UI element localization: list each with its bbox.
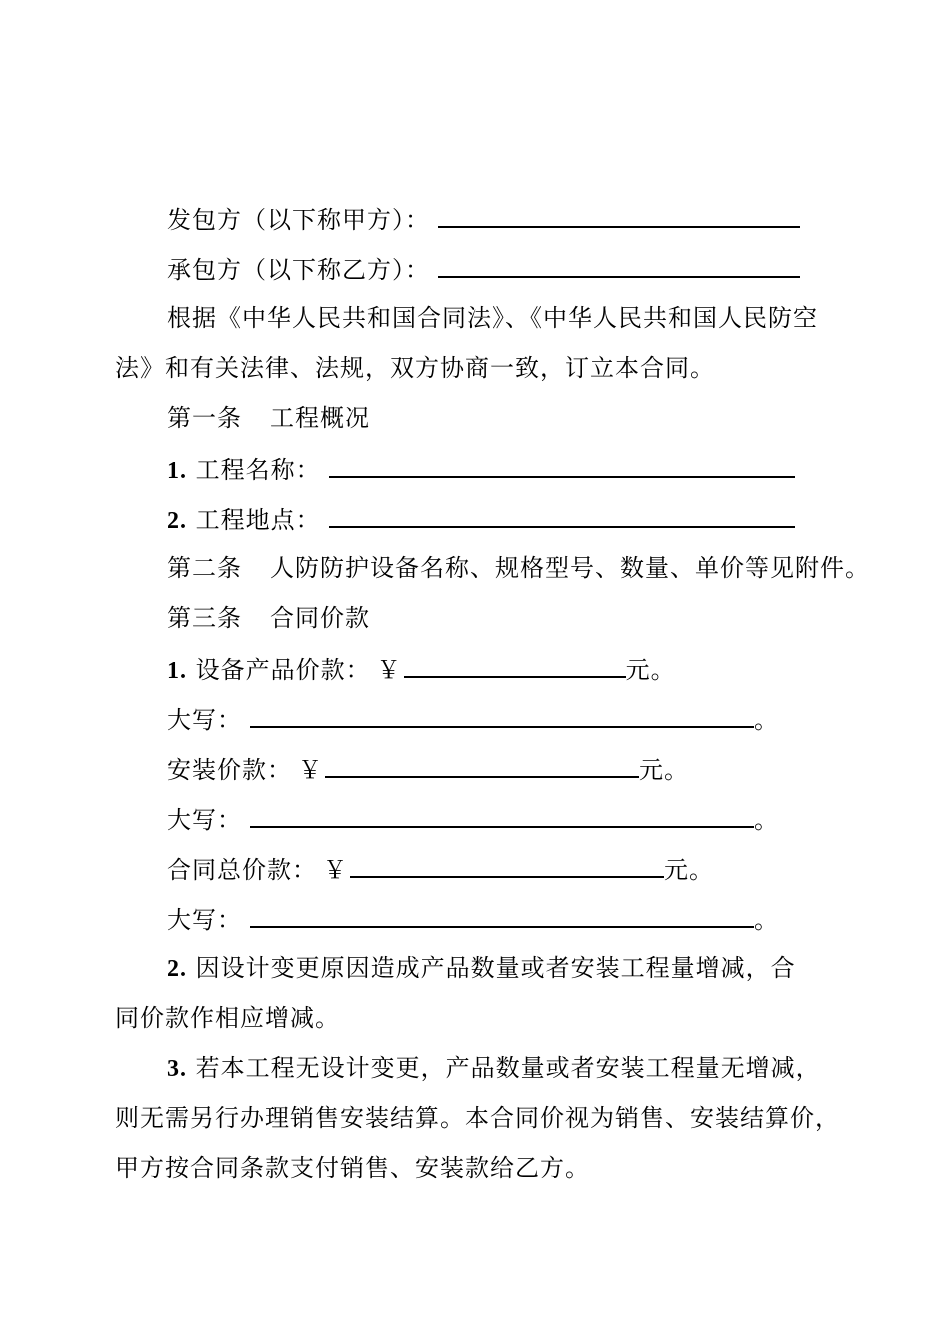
article-2-heading	[167, 552, 870, 584]
yen-symbol: ￥	[298, 756, 323, 784]
clause-3-text: 若本工程无设计变更，产品数量或者安装工程量无增减，	[195, 1054, 821, 1082]
clause-2-text: 因设计变更原因造成产品数量或者安装工程量增减，合	[195, 954, 796, 982]
party-b-row	[167, 252, 800, 286]
preamble-line-1: 根据《中华人民共和国合同法》、《中华人民共和国人民防空	[167, 304, 818, 332]
party-a-row	[167, 202, 800, 236]
article-3-heading	[167, 602, 370, 634]
install-price-label: 安装价款：	[167, 756, 292, 784]
daxie-label: 大写：	[167, 806, 242, 834]
clause-3-line-1	[167, 1052, 821, 1085]
total-price-blank[interactable]	[350, 852, 664, 878]
total-daxie-blank[interactable]	[250, 902, 754, 928]
article-1-number: 第一条	[167, 404, 242, 432]
article-3-title: 合同价款	[270, 604, 370, 632]
yen-symbol: ￥	[376, 656, 402, 684]
install-price-blank[interactable]	[325, 752, 639, 778]
install-daxie-row	[167, 802, 779, 836]
article-2-text: 人防防护设备名称、规格型号、数量、单价等见附件。	[270, 554, 870, 582]
equipment-price-row	[167, 652, 676, 687]
equipment-daxie-row	[167, 702, 779, 736]
item-number: 3.	[167, 1056, 187, 1082]
party-a-label: 发包方（以下称甲方）：	[167, 206, 430, 234]
clause-3-line-3: 甲方按合同条款支付销售、安装款给乙方。	[115, 1154, 590, 1182]
equipment-daxie-blank[interactable]	[250, 702, 754, 728]
party-a-blank[interactable]	[438, 202, 800, 228]
project-name-label: 工程名称：	[195, 456, 321, 484]
daxie-label: 大写：	[167, 906, 242, 934]
yuan-unit: 元。	[625, 656, 676, 684]
yuan-unit: 元。	[664, 856, 714, 884]
party-b-blank[interactable]	[438, 252, 800, 278]
daxie-label: 大写：	[167, 706, 242, 734]
item-number: 2.	[167, 508, 187, 534]
clause-2-line-2: 同价款作相应增减。	[115, 1004, 340, 1032]
party-b-label: 承包方（以下称乙方）：	[167, 256, 430, 284]
install-daxie-blank[interactable]	[250, 802, 754, 828]
project-location-label: 工程地点：	[195, 506, 321, 534]
install-price-row	[167, 752, 689, 786]
total-price-row	[167, 852, 714, 886]
clause-3-line-2: 则无需另行办理销售安装结算。本合同价视为销售、安装结算价，	[115, 1104, 840, 1132]
total-daxie-row	[167, 902, 779, 936]
equipment-price-label: 设备产品价款：	[195, 656, 371, 684]
article-1-heading	[167, 402, 370, 434]
yen-symbol: ￥	[323, 856, 348, 884]
project-location-row	[167, 502, 795, 537]
preamble-line-2: 法》和有关法律、法规，双方协商一致，订立本合同。	[115, 354, 715, 382]
period: 。	[754, 806, 779, 834]
period: 。	[754, 706, 779, 734]
article-3-number: 第三条	[167, 604, 242, 632]
equipment-price-blank[interactable]	[404, 652, 626, 678]
item-number: 1.	[167, 658, 187, 684]
article-1-title: 工程概况	[270, 404, 370, 432]
project-location-blank[interactable]	[329, 502, 795, 528]
item-number: 2.	[167, 956, 187, 982]
project-name-row	[167, 452, 795, 487]
project-name-blank[interactable]	[329, 452, 795, 478]
article-2-number: 第二条	[167, 554, 242, 582]
clause-2-line-1	[167, 952, 796, 985]
yuan-unit: 元。	[639, 756, 689, 784]
period: 。	[754, 906, 779, 934]
total-price-label: 合同总价款：	[167, 856, 317, 884]
item-number: 1.	[167, 458, 187, 484]
